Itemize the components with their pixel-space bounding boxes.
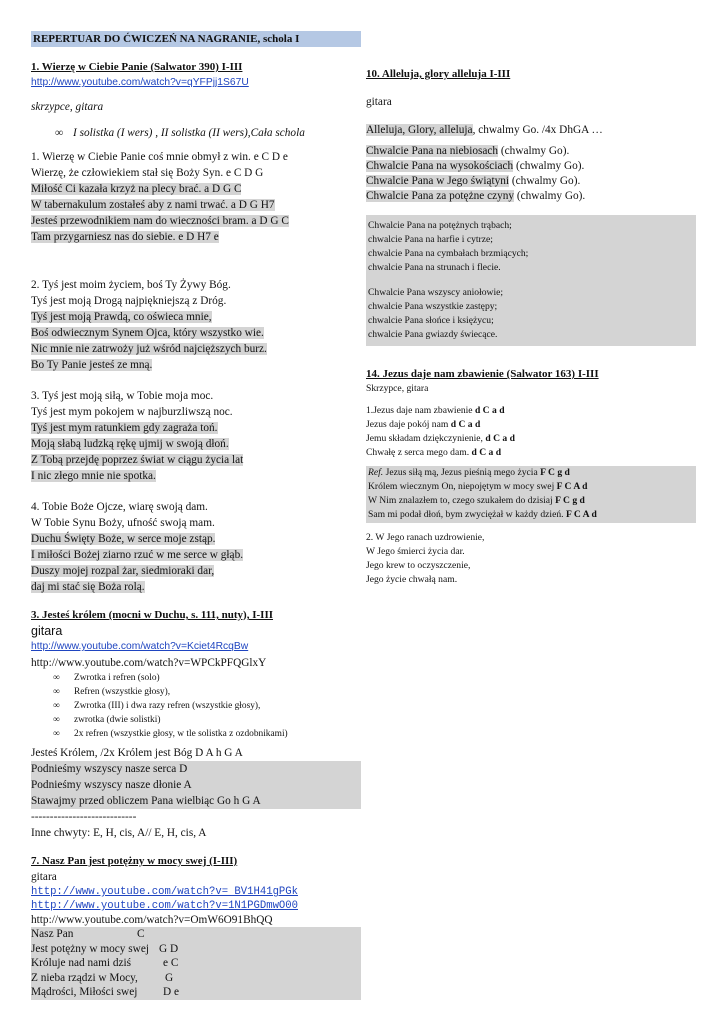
lyric-line: Wierzę, że człowiekiem stał się Boży Syn. e C D G [31, 167, 264, 179]
chord: F C A d [565, 509, 597, 520]
lyric-line: W Tobie Synu Boży, ufność swoją mam. [31, 517, 215, 529]
song3-link-1[interactable]: http://www.youtube.com/watch?v=Kciet4RcqBw [31, 641, 249, 652]
song14-refrain [366, 466, 696, 523]
song7-link-3[interactable]: http://www.youtube.com/watch?v=OmW6O91BhQQ [31, 914, 273, 926]
lyric-line [368, 480, 696, 494]
lyric-line: Tyś jest moją Prawdą, co oświeca mnie, [31, 311, 212, 323]
lyric-line [31, 956, 361, 971]
lyric-rest: (chwalmy Go). [514, 190, 586, 202]
lyric-line [368, 494, 696, 508]
lyric-line: daj mi stać się Boża rolą. [31, 581, 145, 593]
lyric-rest: (chwalmy Go). [498, 145, 570, 157]
verse-line: chwalcie Pana na harfie i cytrze; [368, 234, 493, 245]
chord: C [137, 928, 145, 940]
song3-arrangement [31, 671, 361, 741]
lyric-rest: (chwalmy Go). [509, 175, 581, 187]
song1-instruments: skrzypce, gitara [31, 101, 104, 113]
song1-verse4 [31, 499, 361, 595]
refrain-label: Ref. [368, 467, 384, 478]
arrangement-item: ∞ zwrotka (dwie solistki) [31, 713, 361, 727]
lyric-line [366, 446, 696, 460]
lyric-line [31, 927, 361, 942]
song7-link-1[interactable]: http://www.youtube.com/watch?v= BV1H41gPGk [31, 886, 299, 898]
lyric-line [31, 971, 361, 986]
chord: d C a d [471, 447, 502, 458]
lyric-line: 2. Tyś jest moim życiem, boś Ty Żywy Bóg. [31, 279, 231, 291]
song10-refrain [366, 122, 696, 138]
song3-divider: ---------------------------- [31, 811, 137, 823]
verse-line: chwalcie Pana słońce i księżycu; [368, 315, 494, 326]
verse-line: Chwalcie Pana na potężnych trąbach; [368, 220, 512, 231]
lyric-line [31, 942, 361, 957]
verse-line: chwalcie Pana wszystkie zastępy; [368, 301, 498, 312]
lyric-text: W Nim znalazłem to, czego szukałem do dzisiaj [368, 495, 556, 506]
song10-instrument: gitara [366, 96, 392, 108]
arrangement-item: ∞ 2x refren (wszystkie głosy, w tle solistka z ozdobnikami) [31, 727, 361, 741]
lyric-line: I nic złego mnie nie spotka. [31, 470, 156, 482]
lyric-line: I miłości Bożej ziarno rzuć w me serce w głąb. [31, 549, 244, 561]
song14-verse2 [366, 531, 696, 587]
left-column [31, 0, 361, 1000]
chord: F C A d [556, 481, 588, 492]
lyric-line [366, 189, 696, 204]
lyric-line: Duchu Święty Boże, w serce moje zstąp. [31, 533, 216, 545]
lyric-line [368, 466, 696, 480]
verse-line: chwalcie Pana na strunach i flecie. [368, 262, 501, 273]
song1-verse2 [31, 277, 361, 373]
lyric-highlight: Chwalcie Pana na wysokościach [366, 160, 514, 172]
verse-line: chwalcie Pana na cymbałach brzmiących; [368, 248, 529, 259]
lyric-line: Moją słabą ludzką rękę ujmij w swoją dłoń. [31, 438, 229, 450]
lyric-line [366, 432, 696, 446]
song10-extra-verses [366, 215, 696, 346]
song3-link-2[interactable]: http://www.youtube.com/watch?v=WPCkPFQGlxY [31, 657, 267, 669]
lyric-line: Tam przygarniesz nas do siebie. e D H7 e [31, 231, 219, 243]
song7-lyrics [31, 927, 361, 1000]
chord: D e [163, 986, 179, 998]
lyric-line [366, 174, 696, 189]
lyric-line: W tabernakulum zostałeś aby z nami trwać. a D G H7 [31, 199, 275, 211]
lyric-highlight: Chwalcie Pana na niebiosach [366, 145, 499, 157]
lyric-line [366, 418, 696, 432]
song14-verse1 [366, 404, 696, 460]
chord: F C g d [540, 467, 570, 478]
lyric-line [366, 404, 696, 418]
song1-parts: ∞ I solistka (I wers) , II solistka (II wers),Cała schola [31, 125, 361, 141]
lyric-text: Królem wiecznym On, niepojętym w mocy swej [368, 481, 557, 492]
lyric-text: Jest potężny w mocy swej [31, 942, 149, 955]
song3-line: Stawajmy przed obliczem Pana wielbiąc Go h G A [31, 795, 261, 807]
lyric-text: Króluje nad nami dziś [31, 957, 132, 969]
lyric-line: 1. Wierzę w Ciebie Panie coś mnie obmył z win. e C D e [31, 151, 288, 163]
song14-title: 14. Jezus daje nam zbawienie (Salwator 163) I-III [366, 368, 599, 380]
song7-link-2[interactable]: http://www.youtube.com/watch?v=1N1PGDmwO00 [31, 900, 299, 912]
lyric-line [368, 508, 696, 522]
lyric-line: 3. Tyś jest moją siłą, w Tobie moja moc. [31, 390, 214, 402]
chord: d C a d [450, 419, 481, 430]
lyric-highlight: Chwalcie Pana za potężne czyny [366, 190, 515, 202]
refrain-highlight: Alleluja, Glory, alleluja [366, 124, 473, 136]
right-column [366, 0, 696, 587]
arrangement-item: ∞ Refren (wszystkie głosy), [31, 685, 361, 699]
chord: d C a d [474, 405, 505, 416]
song3-instrument: gitara [31, 624, 63, 638]
lyric-line: Tyś jest moją Drogą najpiękniejszą z Dróg. [31, 295, 227, 307]
chord: F C g d [555, 495, 585, 506]
chord: e C [163, 957, 179, 969]
song1-link[interactable]: http://www.youtube.com/watch?v=qYFPjj1S67U [31, 77, 249, 88]
lyric-line [31, 985, 361, 1000]
lyric-line: Nic mnie nie zatrwoży już wśród najcięższych burz. [31, 343, 267, 355]
lyric-line: Duszy mojej rozpal żar, siedmioraki dar, [31, 565, 215, 577]
chord: d C a d [485, 433, 515, 444]
chord: G D [159, 942, 179, 955]
song3-line: Podnieśmy wszyscy nasze dłonie A [31, 779, 192, 791]
lyric-text: Jezus daje pokój nam [366, 419, 451, 430]
lyric-line: Jesteś przewodnikiem nam do wieczności bram. a D G C [31, 215, 289, 227]
song1-verse1 [31, 149, 361, 245]
verse-line: Chwalcie Pana wszyscy aniołowie; [368, 287, 504, 298]
document-header: REPERTUAR DO ĆWICZEŃ NA NAGRANIE, schola I [31, 31, 361, 47]
song3-title: 3. Jesteś królem (mocni w Duchu, s. 111, nuty), I-III [31, 609, 274, 621]
lyric-line: Tyś jest mym pokojem w najburzliwszą noc. [31, 406, 233, 418]
lyric-line: Jego krew to oczyszczenie, [366, 560, 471, 571]
lyric-line: Boś odwiecznym Synem Ojca, który wszystko wie. [31, 327, 264, 339]
refrain-rest: , chwalmy Go. /4x DhGA … [472, 124, 603, 136]
arrangement-item: ∞ Zwrotka (III) i dwa razy refren (wszystkie głosy), [31, 699, 361, 713]
lyric-text: Z nieba rządzi w Mocy, [31, 971, 138, 984]
song1-title: 1. Wierzę w Ciebie Panie (Salwator 390) I-III [31, 61, 243, 73]
lyric-line: Z Tobą przejdę poprzez świat w ciągu życia lat [31, 454, 244, 466]
lyric-line: 4. Tobie Boże Ojcze, wiarę swoją dam. [31, 501, 208, 513]
lyric-text: Jezus siłą mą, Jezus pieśnią mego życia [383, 467, 541, 478]
song3-chords: Inne chwyty: E, H, cis, A// E, H, cis, A [31, 827, 207, 839]
lyric-text: 1.Jezus daje nam zbawienie [366, 405, 475, 416]
song1-verse3 [31, 388, 361, 484]
lyric-text: Chwałę z serca mego dam. [366, 447, 472, 458]
lyric-line [366, 159, 696, 174]
lyric-text: Sam mi podał dłoń, bym zwyciężał w każdy dzień. [368, 509, 566, 520]
lyric-line: Miłość Ci kazała krzyż na plecy brać. a D G C [31, 183, 242, 195]
verse-line: chwalcie Pana gwiazdy świecące. [368, 329, 498, 340]
lyric-line [366, 144, 696, 159]
lyric-line: Jego życie chwałą nam. [366, 574, 458, 585]
lyric-line: Tyś jest mym ratunkiem gdy zagraża toń. [31, 422, 218, 434]
song3-highlighted-block [31, 761, 361, 809]
lyric-rest: (chwalmy Go). [513, 160, 585, 172]
lyric-text: Mądrości, Miłości swej [31, 986, 138, 998]
arrangement-item: ∞ Zwrotka i refren (solo) [31, 671, 361, 685]
song10-title: 10. Alleluja, glory alleluja I-III [366, 68, 511, 80]
song3-line: Jesteś Królem, /2x Królem jest Bóg D A h G A [31, 747, 243, 759]
lyric-text: Nasz Pan [31, 928, 74, 940]
song7-instrument: gitara [31, 871, 57, 883]
song3-line: Podnieśmy wszyscy nasze serca D [31, 763, 188, 775]
song7-title: 7. Nasz Pan jest potężny w mocy swej (I-III) [31, 855, 238, 867]
lyric-line: W Jego śmierci życia dar. [366, 546, 465, 557]
song14-instruments: Skrzypce, gitara [366, 383, 429, 394]
lyric-line: 2. W Jego ranach uzdrowienie, [366, 532, 485, 543]
chord: G [165, 971, 174, 984]
lyric-line: Bo Ty Panie jesteś ze mną. [31, 359, 153, 371]
lyric-text: Jemu składam dziękczynienie, [366, 433, 486, 444]
lyric-highlight: Chwalcie Pana w Jego świątyni [366, 175, 510, 187]
song10-praise-lines [366, 144, 696, 204]
